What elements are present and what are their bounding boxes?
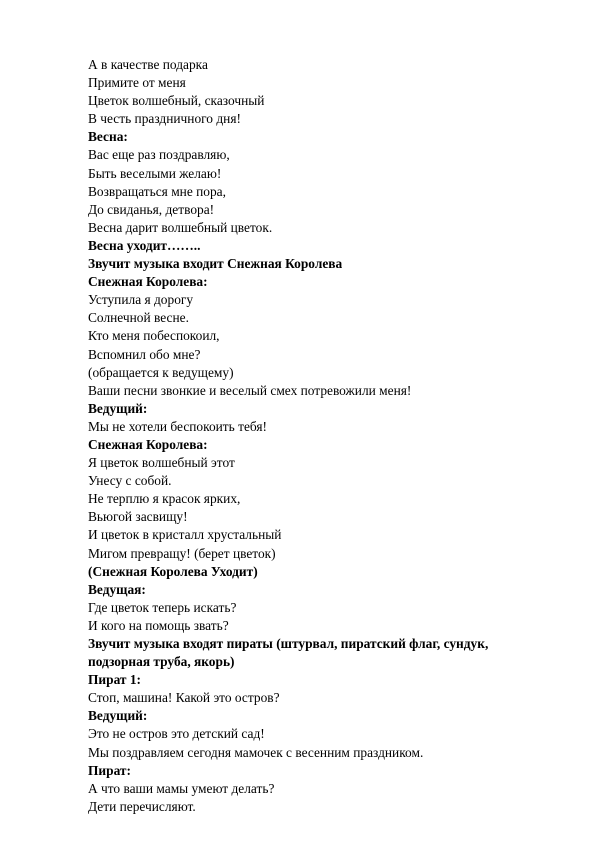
text-line: Быть веселыми желаю! — [88, 165, 222, 181]
text-line: Унесу с собой. — [88, 473, 172, 489]
text-line: Я цветок волшебный этот — [88, 455, 235, 471]
speaker-heading-line: Звучит музыка входят пираты (штурвал, пиратский флаг, сундук, — [88, 636, 489, 651]
text-line: Примите от меня — [88, 75, 186, 91]
text-line: Весна дарит волшебный цветок. — [88, 219, 273, 235]
speaker-heading-line: Ведущий: — [88, 708, 148, 724]
text-line: Стоп, машина! Какой это остров? — [88, 690, 280, 706]
text-line: Вас еще раз поздравляю, — [88, 147, 230, 163]
text-line: Ваши песни звонкие и веселый смех потревожили меня! — [88, 382, 412, 398]
text-line: До свиданья, детвора! — [88, 201, 215, 217]
text-line: И кого на помощь звать? — [88, 617, 229, 633]
speaker-heading-line: Весна уходит…….. — [88, 237, 201, 253]
speaker-heading-line: Снежная Королева: — [88, 274, 208, 290]
speaker-heading-line: Ведущий: — [88, 400, 148, 416]
text-line: Кто меня побеспокоил, — [88, 328, 220, 344]
document-text — [88, 56, 568, 816]
speaker-heading-line: Весна: — [88, 129, 128, 145]
text-line: (обращается к ведущему) — [88, 364, 234, 380]
text-line: Это не остров это детский сад! — [88, 726, 265, 742]
speaker-heading-line: подзорная труба, якорь) — [88, 654, 235, 670]
text-line: Мы не хотели беспокоить тебя! — [88, 418, 268, 434]
speaker-heading-line: Пират: — [88, 762, 131, 778]
text-line: Не терплю я красок ярких, — [88, 491, 241, 507]
text-line: И цветок в кристалл хрустальный — [88, 527, 282, 543]
text-line: А в качестве подарка — [88, 57, 208, 72]
text-line: А что ваши мамы умеют делать? — [88, 780, 275, 796]
text-line: Где цветок теперь искать? — [88, 599, 237, 615]
text-line: Вспомнил обо мне? — [88, 346, 201, 362]
text-line: Цветок волшебный, сказочный — [88, 93, 265, 109]
speaker-heading-line: Пират 1: — [88, 672, 142, 688]
speaker-heading-line: (Снежная Королева Уходит) — [88, 563, 258, 579]
speaker-heading-line: Снежная Королева: — [88, 436, 208, 452]
text-line: Мы поздравляем сегодня мамочек с весенним праздником. — [88, 744, 424, 760]
speaker-heading-line: Звучит музыка входит Снежная Королева — [88, 256, 343, 272]
text-line: Солнечной весне. — [88, 310, 189, 326]
text-line: В честь праздничного дня! — [88, 111, 241, 127]
text-line: Уступила я дорогу — [88, 292, 194, 308]
text-line: Мигом превращу! (берет цветок) — [88, 545, 276, 561]
text-line: Вьюгой засвищу! — [88, 509, 188, 525]
speaker-heading-line: Ведущая: — [88, 581, 146, 597]
text-line: Возвращаться мне пора, — [88, 183, 226, 199]
text-line: Дети перечисляют. — [88, 798, 196, 814]
